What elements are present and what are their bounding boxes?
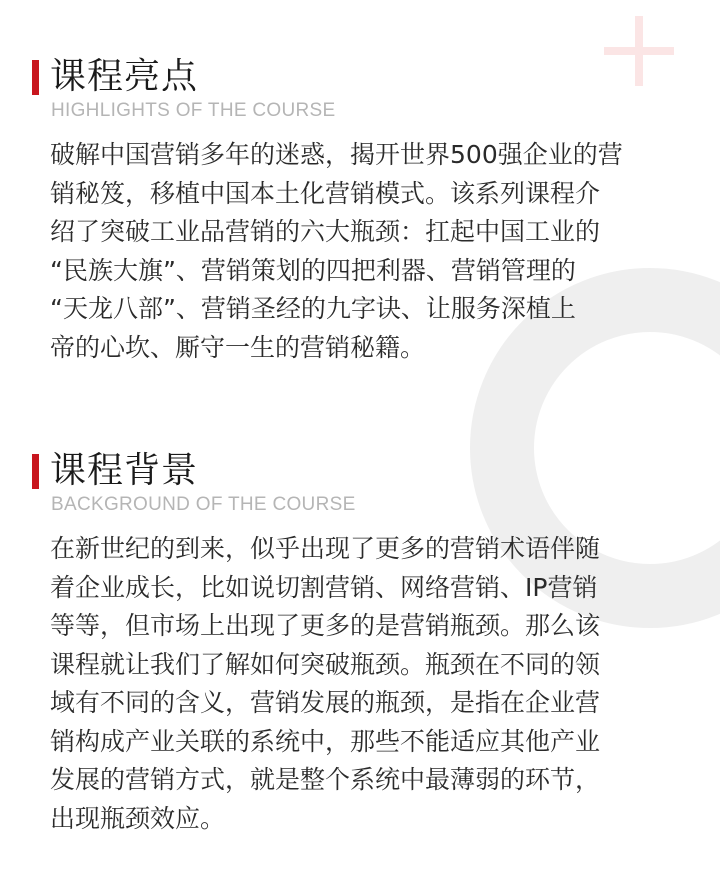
highlights-line: 破解中国营销多年的迷惑，揭开世界500强企业的营 bbox=[50, 140, 623, 169]
highlights-title: 课程亮点 bbox=[50, 56, 199, 97]
highlights-accent-bar bbox=[32, 60, 39, 95]
background-line: 域有不同的含义，营销发展的瓶颈，是指在企业营 bbox=[50, 688, 601, 717]
highlights-line: 绍了突破工业品营销的六大瓶颈：扛起中国工业的 bbox=[50, 217, 601, 246]
background-section bbox=[0, 450, 720, 833]
background-header bbox=[0, 450, 720, 492]
highlights-subtitle: HIGHLIGHTS OF THE COURSE bbox=[51, 100, 336, 121]
highlights-section bbox=[0, 56, 720, 362]
background-title: 课程背景 bbox=[50, 450, 199, 491]
highlights-line: “天龙八部”、营销圣经的九字诀、让服务深植上 bbox=[50, 294, 576, 323]
highlights-line: “民族大旗”、营销策划的四把利器、营销管理的 bbox=[50, 255, 576, 285]
background-subtitle: BACKGROUND OF THE COURSE bbox=[51, 494, 356, 515]
plus-icon-horizontal-bar bbox=[604, 47, 674, 55]
background-line: 出现瓶颈效应。 bbox=[50, 803, 226, 833]
background-line: 课程就让我们了解如何突破瓶颈。瓶颈在不同的领 bbox=[50, 649, 601, 679]
background-line: 发展的营销方式，就是整个系统中最薄弱的环节， bbox=[50, 765, 601, 794]
background-line: 着企业成长，比如说切割营销、网络营销、IP营销 bbox=[50, 572, 598, 602]
highlights-line: 销秘笈，移植中国本土化营销模式。该系列课程介 bbox=[50, 178, 601, 208]
background-line: 销构成产业关联的系统中，那些不能适应其他产业 bbox=[50, 726, 601, 756]
background-line: 在新世纪的到来，似乎出现了更多的营销术语伴随 bbox=[50, 534, 601, 563]
background-paragraph bbox=[50, 530, 670, 838]
highlights-line: 帝的心坎、厮守一生的营销秘籍。 bbox=[50, 332, 426, 362]
highlights-paragraph bbox=[50, 136, 670, 367]
background-line: 等等，但市场上出现了更多的是营销瓶颈。那么该 bbox=[50, 611, 601, 640]
highlights-header bbox=[0, 56, 720, 98]
background-accent-bar bbox=[32, 454, 39, 489]
